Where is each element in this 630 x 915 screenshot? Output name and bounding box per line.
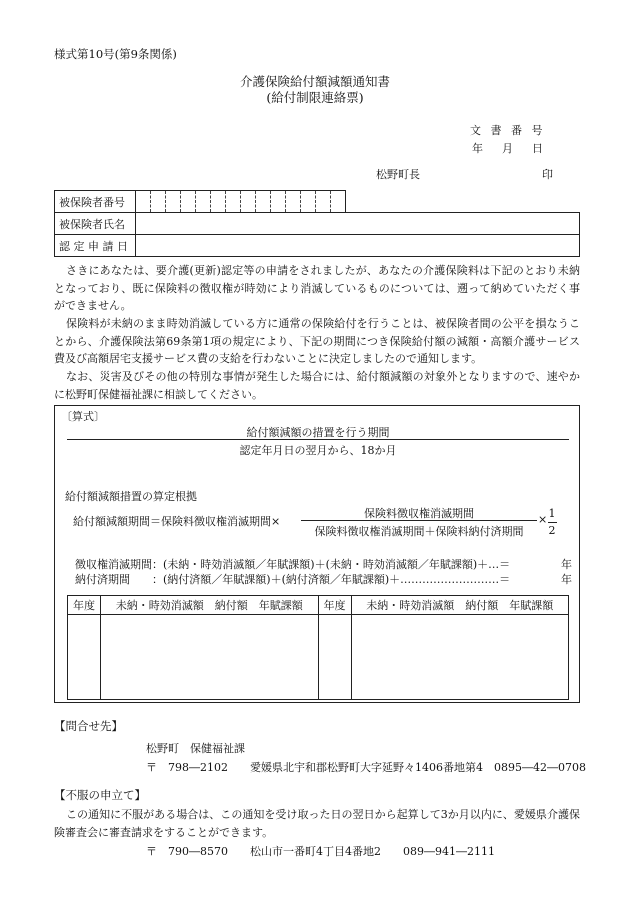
inquiry-office: 松野町 保健福祉課 xyxy=(146,742,245,755)
digit-box[interactable] xyxy=(316,191,331,213)
digit-box[interactable] xyxy=(226,191,241,213)
table-cell[interactable] xyxy=(318,615,351,700)
digit-box[interactable] xyxy=(331,191,346,213)
digit-box[interactable] xyxy=(181,191,196,213)
insured-name-label: 被保険者氏名 xyxy=(55,213,136,235)
half-fraction-bar xyxy=(548,522,557,523)
calc-paid-period: 納付済期間 ：(納付済額／年賦課額)＋(納付済額／年賦課額)＋………………………＝ xyxy=(75,573,511,586)
times-sign: × xyxy=(538,513,548,526)
paragraph-3: なお、災害及びその他の特別な事情が発生した場合には、給付額減額の対象外となりますので、速やかに松野町保健福祉課に相談してください。 xyxy=(54,370,580,401)
formula-label: 〔算式〕 xyxy=(61,410,105,423)
date-day: 日 xyxy=(532,142,543,155)
year-unit: 年 xyxy=(561,573,572,586)
date-year: 年 xyxy=(472,142,483,155)
fiscal-year-table xyxy=(67,595,569,700)
certification-date-field[interactable] xyxy=(136,235,580,257)
inquiry-address: 〒 798―2102 愛媛県北宇和郡松野町大字延野々1406番地第4 0895―42―0708 xyxy=(146,761,586,774)
basis-title: 給付額減額措置の算定根拠 xyxy=(65,490,197,503)
seal-mark: 印 xyxy=(542,168,553,181)
title-sub: (給付制限連絡票) xyxy=(266,90,364,105)
period-title: 給付額減額の措置を行う期間 xyxy=(246,426,390,439)
equation-left: 給付額減額期間＝保険料徴収権消滅期間× xyxy=(73,515,281,528)
half-denominator: 2 xyxy=(548,524,556,537)
date-line xyxy=(472,140,562,156)
table-cell[interactable] xyxy=(101,615,319,700)
table-cell[interactable] xyxy=(351,615,569,700)
fraction-bar xyxy=(301,520,537,521)
paragraph-1: さきにあなたは、要介護(更新)認定等の申請をされましたが、あなたの介護保険料は下記のとおり未納となっており、既に保険料の徴収権が時効により消滅しているものについては、遡って納めていただく事ができません。 xyxy=(54,264,580,312)
inquiry-heading: 【問合せ先】 xyxy=(54,719,123,733)
date-month: 月 xyxy=(502,142,513,155)
digit-box[interactable] xyxy=(196,191,211,213)
insured-number-label: 被保険者番号 xyxy=(55,191,136,213)
year-unit: 年 xyxy=(561,558,572,571)
col-amounts: 未納・時効消滅額 納付額 年賦課額 xyxy=(351,596,569,615)
digit-box[interactable] xyxy=(256,191,271,213)
objection-heading: 【不服の申立て】 xyxy=(54,788,146,802)
doc-number-label: 文 書 番 号 xyxy=(470,124,543,137)
digit-box[interactable] xyxy=(301,191,316,213)
formula-box xyxy=(54,405,580,703)
objection-text: この通知に不服がある場合は、この通知を受け取った日の翌日から起算して3か月以内に、愛媛県介護保険審査会に審査請求をすることができます。 xyxy=(54,808,580,839)
table-cell[interactable] xyxy=(68,615,101,700)
title-main: 介護保険給付額減額通知書 xyxy=(239,74,390,89)
insured-info-table xyxy=(54,190,580,257)
col-amounts: 未納・時効消滅額 納付額 年賦課額 xyxy=(101,596,319,615)
digit-box[interactable] xyxy=(271,191,286,213)
insured-name-field[interactable] xyxy=(136,213,580,235)
calc-extinguished-period: 徴収権消滅期間：(未納・時効消滅額／年賦課額)＋(未納・時効消滅額／年賦課額)＋…＝ xyxy=(75,558,511,571)
digit-box[interactable] xyxy=(211,191,226,213)
period-rule xyxy=(67,439,569,440)
col-year: 年度 xyxy=(318,596,351,615)
paragraph-2: 保険料が未納のまま時効消滅している方に通常の保険給付を行うことは、被保険者間の公平を損なうことから、介護保険法第69条第1項の規定により、下記の期間につき保険給付額の減額・高額介護サービス費及び高額居宅支援サービス費の支給を行わないことに決定しましたので通知します。 xyxy=(54,317,580,365)
half-numerator: 1 xyxy=(548,507,556,520)
fraction-denominator: 保険料徴収権消滅期間＋保険料納付済期間 xyxy=(314,525,524,538)
digit-box[interactable] xyxy=(241,191,256,213)
period-description: 認定年月日の翌月から、18か月 xyxy=(239,444,397,457)
digit-box[interactable] xyxy=(136,191,151,213)
fraction-numerator: 保険料徴収権消滅期間 xyxy=(364,507,474,520)
col-year: 年度 xyxy=(68,596,101,615)
digit-box[interactable] xyxy=(166,191,181,213)
mayor-name: 松野町長 xyxy=(376,168,420,181)
document-title xyxy=(0,74,630,106)
digit-box[interactable] xyxy=(286,191,301,213)
digit-box[interactable] xyxy=(151,191,166,213)
objection-address: 〒 790―8570 松山市一番町4丁目4番地2 089―941―2111 xyxy=(146,845,495,858)
form-number: 様式第10号(第9条関係) xyxy=(54,47,177,61)
certification-date-label: 認 定 申 請 日 xyxy=(55,235,136,257)
